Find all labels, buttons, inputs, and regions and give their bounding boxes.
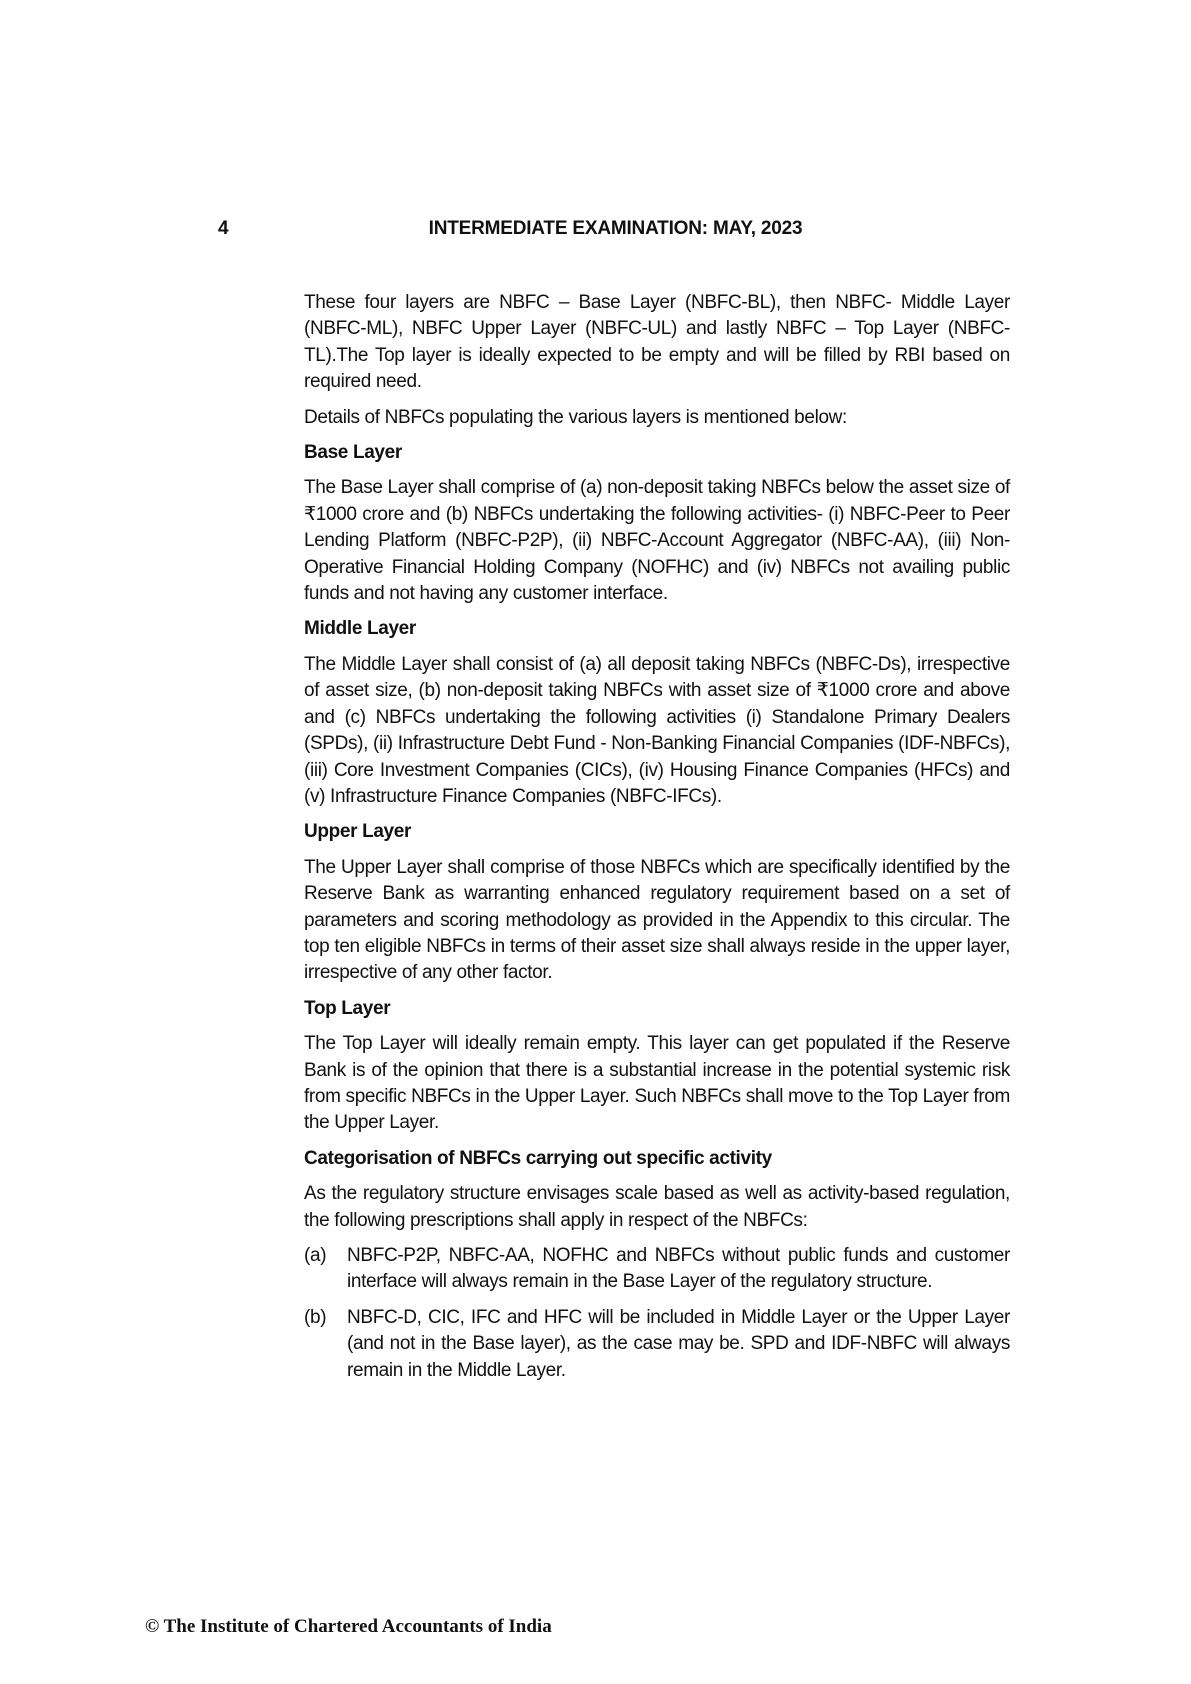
page-number: 4 [218, 218, 229, 239]
top-layer-paragraph: The Top Layer will ideally remain empty. This layer can get populated if the Reserve Bank is of the opinion that there is a substantial increase in the potential systemic risk from specific NBFCs in the Upper Layer. Such NBFCs shall move to the Top Layer from the Upper Layer. [304, 1033, 1010, 1134]
categorisation-heading: Categorisation of NBFCs carrying out specific activity [304, 1147, 772, 1169]
top-layer-heading: Top Layer [304, 997, 391, 1019]
list-item-text: NBFC-D, CIC, IFC and HFC will be included in Middle Layer or the Upper Layer (and not in the Base layer), as the case may be. SPD and IDF-NBFC will always remain in the Middle Layer. [347, 1306, 1010, 1381]
page-header-title: INTERMEDIATE EXAMINATION: MAY, 2023 [428, 218, 803, 239]
list-item-marker: (b) [304, 1306, 327, 1328]
list-item [304, 1305, 1010, 1384]
upper-layer-paragraph: The Upper Layer shall comprise of those NBFCs which are specifically identified by the Reserve Bank as warranting enhanced regulatory requirement based on a set of parameters and scoring methodology as provided in the Appendix to this circular. The top ten eligible NBFCs in terms of their asset size shall always reside in the upper layer, irrespective of any other factor. [304, 856, 1010, 984]
details-paragraph: Details of NBFCs populating the various layers is mentioned below: [304, 406, 847, 428]
middle-layer-paragraph: The Middle Layer shall consist of (a) all deposit taking NBFCs (NBFC-Ds), irrespective of asset size, (b) non-deposit taking NBFCs with asset size of ₹1000 crore and above and (c) NBFCs undertaking the following activities (i) Standalone Primary Dealers (SPDs), (ii) Infrastructure Debt Fund - Non-Banking Financial Companies (IDF-NBFCs), (iii) Core Investment Companies (CICs), (iv) Housing Finance Companies (HFCs) and (v) Infrastructure Finance Companies (NBFC-IFCs). [304, 653, 1010, 807]
footer-copyright: © The Institute of Chartered Accountants of India [145, 1616, 552, 1637]
base-layer-paragraph: The Base Layer shall comprise of (a) non-deposit taking NBFCs below the asset size of ₹1000 crore and (b) NBFCs undertaking the following activities- (i) NBFC-Peer to Peer Lending Platform (NBFC-P2P), (ii) NBFC-Account Aggregator (NBFC-AA), (iii) Non-Operative Financial Holding Company (NOFHC) and (iv) NBFCs not availing public funds and not having any customer interface. [304, 477, 1010, 605]
list-item-marker: (a) [304, 1245, 327, 1266]
list-item [304, 1243, 1010, 1296]
intro-paragraph: These four layers are NBFC – Base Layer (NBFC-BL), then NBFC- Middle Layer (NBFC-ML), NBFC Upper Layer (NBFC-UL) and lastly NBFC – Top Layer (NBFC-TL).The Top layer is ideally expected to be empty and will be filled by RBI based on required need. [304, 292, 1010, 393]
upper-layer-heading: Upper Layer [304, 821, 412, 843]
base-layer-heading: Base Layer [304, 442, 402, 464]
middle-layer-heading: Middle Layer [304, 618, 416, 640]
categorisation-paragraph: As the regulatory structure envisages scale based as well as activity-based regulation, the following prescriptions shall apply in respect of the NBFCs: [304, 1183, 1010, 1231]
document-body [304, 290, 1010, 1393]
list-item-text: NBFC-P2P, NBFC-AA, NOFHC and NBFCs without public funds and customer interface will always remain in the Base Layer of the regulatory structure. [347, 1245, 1010, 1293]
